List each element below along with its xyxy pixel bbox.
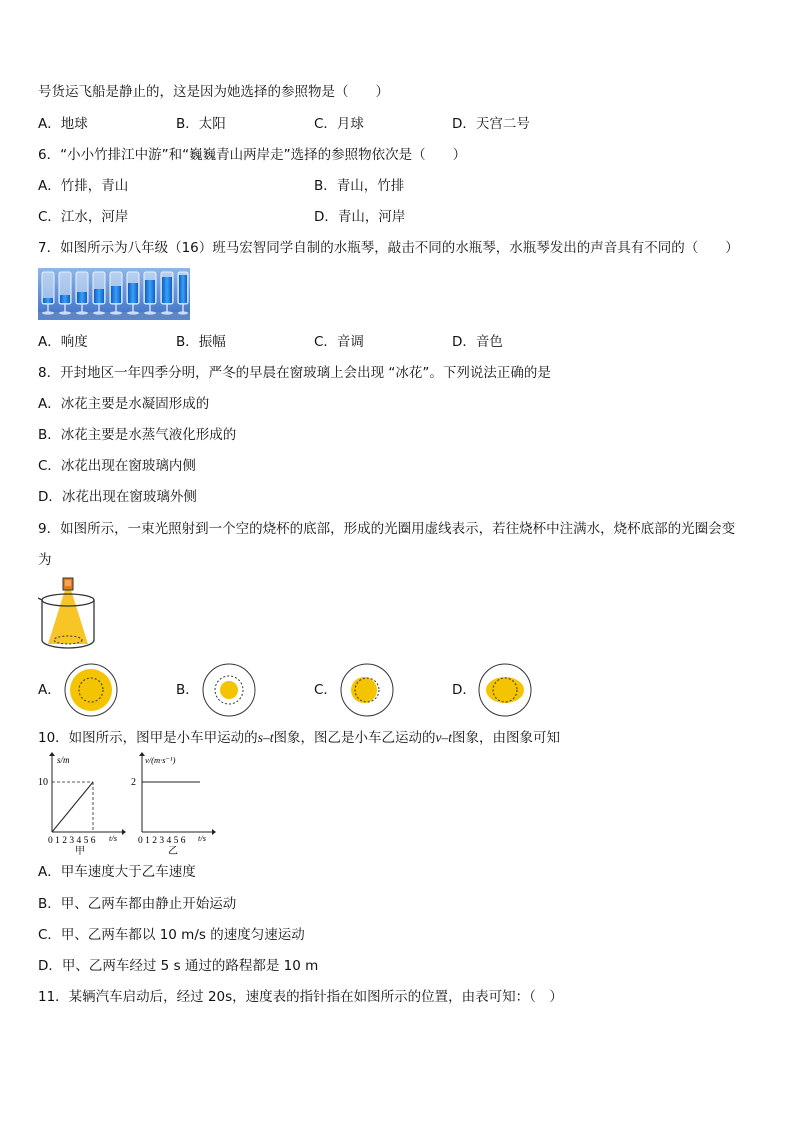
q6-option-a: A．竹排，青山 [38,178,129,194]
q9-option-d-figure [477,662,533,718]
graph-yi-y-tick: 2 [131,777,136,788]
q10-stem-part-a: 10．如图所示，图甲是小车甲运动的 [38,730,258,746]
q10-stem-part-c: 图象，由图象可知 [451,730,560,746]
q6-option-d: D．青山，河岸 [314,209,406,225]
q10-option-b: B．甲、乙两车都由静止开始运动 [38,896,237,912]
graph-yi-caption: 乙 [168,846,178,856]
graph-jia-y-axis: s/m [57,755,70,765]
graph-jia-x-axis: t/s [109,833,118,843]
graph-jia-y-tick: 10 [38,777,48,788]
q10-stem [38,728,560,748]
q10-option-a: A．甲车速度大于乙车速度 [38,864,196,880]
q9-option-b-label: B． [176,682,199,698]
q9-option-a-label: A． [38,682,61,698]
q8-stem: 8．开封地区一年四季分明，严冬的早晨在窗玻璃上会出现 “冰花”。下列说法正确的是 [38,365,551,381]
q6-option-b: B．青山，竹排 [314,178,405,194]
q9-stem-line2: 为 [38,552,52,568]
q8-option-a: A．冰花主要是水凝固形成的 [38,396,210,412]
q5-option-c: C．月球 [314,116,364,132]
q8-option-c: C．冰花出现在窗玻璃内侧 [38,458,196,474]
q7-option-a: A．响度 [38,334,88,350]
q5-option-d: D．天宫二号 [452,116,530,132]
q8-option-b: B．冰花主要是水蒸气液化形成的 [38,427,237,443]
beaker-light-figure [38,576,110,652]
q7-option-c: C．音调 [314,334,364,350]
q9-option-a-figure [63,662,119,718]
graph-jia-caption: 甲 [75,846,85,856]
graph-jia-x-ticks: 0 1 2 3 4 5 6 [48,836,96,846]
q9-option-c-figure [339,662,395,718]
graph-jia-line [52,782,93,832]
graph-jia-st [36,752,126,856]
q10-st-label: s–t [257,730,274,745]
graph-yi-x-ticks: 0 1 2 3 4 5 6 [138,836,186,846]
q10-option-d: D．甲、乙两车经过 5 s 通过的路程都是 10 m [38,958,319,974]
q9-option-b-figure [201,662,257,718]
q5-stem: 号货运飞船是静止的，这是因为她选择的参照物是（ ） [38,84,389,100]
q6-option-c: C．江水，河岸 [38,209,129,225]
q5-option-b: B．太阳 [176,116,226,132]
q10-option-c: C．甲、乙两车都以 10 m/s 的速度匀速运动 [38,927,305,943]
q7-stem: 7．如图所示为八年级（16）班马宏智同学自制的水瓶琴，敲击不同的水瓶琴，水瓶琴发出的声音具有不同的（ ） [38,240,739,256]
q5-option-a: A．地球 [38,116,88,132]
q10-stem-part-b: 图象，图乙是小车乙运动的 [273,730,436,746]
q11-stem: 11．某辆汽车启动后，经过 20s，速度表的指针指在如图所示的位置，由表可知：（ ） [38,989,563,1005]
q10-vt-label: v–t [435,730,452,745]
q6-stem: 6．“小小竹排江中游”和“巍巍青山两岸走”选择的参照物依次是（ ） [38,147,467,163]
q9-option-c-label: C． [314,682,337,698]
q8-option-d: D．冰花出现在窗玻璃外侧 [38,489,197,505]
q7-option-d: D．音色 [452,334,503,350]
q9-option-d-label: D． [452,682,476,698]
q7-option-b: B．振幅 [176,334,226,350]
graph-yi-y-axis: v/(m·s⁻¹) [145,755,176,765]
graph-yi-x-axis: t/s [198,833,207,843]
q9-stem-line1: 9．如图所示，一束光照射到一个空的烧杯的底部，形成的光圈用虚线表示，若往烧杯中注满水，烧杯底部的光圈会变 [38,521,736,537]
water-bottle-xylophone-figure [38,268,190,320]
graph-yi-vt [128,752,218,856]
